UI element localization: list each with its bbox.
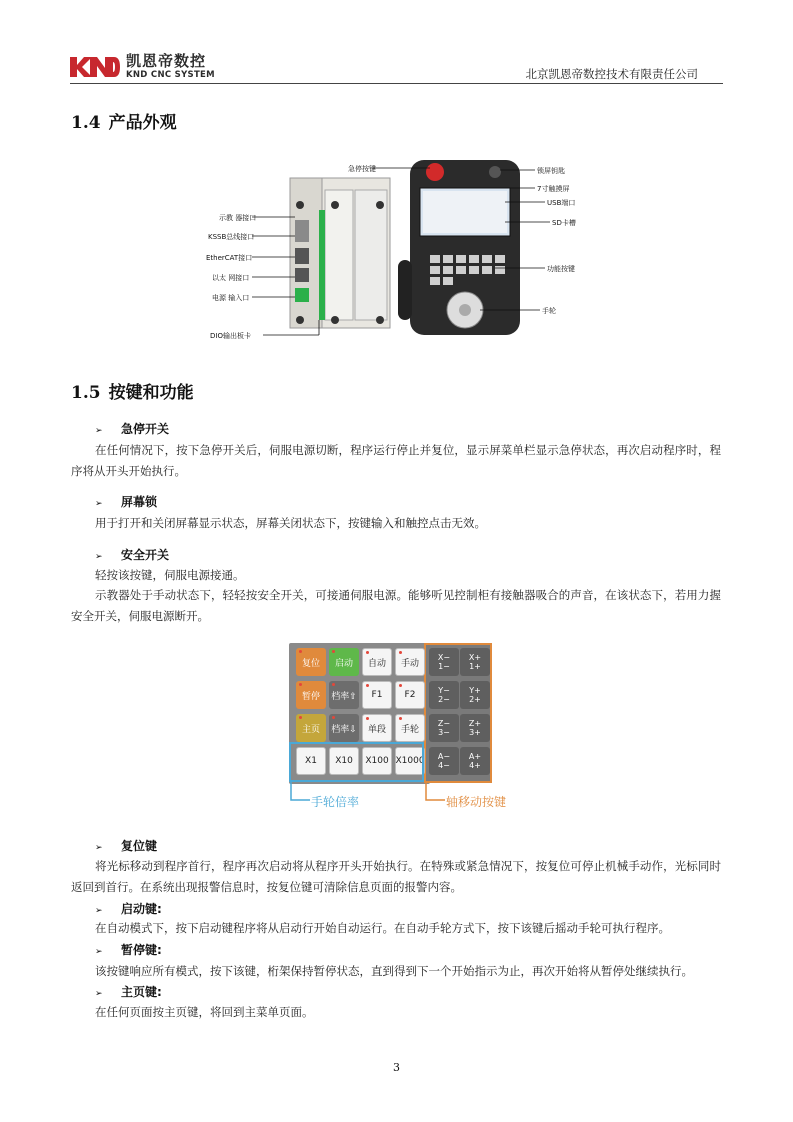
indicator-dot-icon [399,684,402,687]
logo-cn-text: 凯恩帝数控 [126,52,207,71]
callout-kssb-port: KSSB总线接口 [208,233,255,241]
key-0-2 [362,648,392,676]
bullet-heading-estop: ➢ 急停开关 [95,422,170,436]
indicator-dot-icon [332,683,335,686]
paragraph-reset: 将光标移动到程序首行，程序再次启动将从程序开头开始执行。在特殊或紧急情况下，按复位可停止机械手动作，光标同时返回到首行。在系统出现报警信息时，按复位键可清除信息页面的报警内容。 [71,859,721,894]
key-1-1 [329,681,359,709]
key-0-0 [296,648,326,676]
indicator-dot-icon [332,650,335,653]
key-0-3 [395,648,425,676]
key-label: 手轮 [400,724,419,735]
callout-power-port: 电源 输入口 [212,294,250,302]
bullet-heading-screen-lock: ➢ 屏幕锁 [95,495,158,509]
key-label: 复位 [301,658,320,669]
axis-key-label: 4+ [469,761,481,770]
axis-key-label: A− [437,752,451,761]
paragraph-safety-switch-2: 示教器处于手动状态下，轻轻按安全开关，可接通伺服电源。能够听见控制柜有接触器吸合的声音，在该状态下，若用力握安全开关，伺服电源断开。 [71,588,721,623]
indicator-dot-icon [366,651,369,654]
section-number: 1.4 [71,113,101,133]
axis-key-label: A+ [468,752,482,761]
bullet-heading-pause: ➢ 暂停键: [95,943,162,957]
bullet-heading-home: ➢ 主页键: [95,985,162,999]
callout-estop: 急停按键 [348,165,376,173]
axis-key-label: X+ [468,653,482,662]
company-name: 北京凯恩帝数控技术有限责任公司 [525,67,698,81]
callout-lock-key: 锁屏钥匙 [537,167,565,175]
callout-function-keys: 功能按键 [547,265,575,273]
section-number: 1.5 [71,383,101,403]
axis-key-1-1 [460,681,490,709]
section-title: 按键和功能 [108,383,194,403]
axis-key-0-1 [460,648,490,676]
key-2-3 [395,714,425,742]
axis-key-label: Y+ [469,686,481,695]
callout-usb: USB端口 [547,199,576,207]
key-label: 手动 [400,658,419,669]
axis-key-label: Z+ [468,719,482,728]
section-title: 产品外观 [108,113,177,133]
handwheel-rate-frame [289,742,424,782]
key-2-1 [329,714,359,742]
indicator-dot-icon [299,683,302,686]
axis-key-label: 1− [438,662,450,671]
callout-ethercat-port: EtherCAT接口 [206,254,253,262]
axis-key-label: 3− [438,728,450,737]
indicator-dot-icon [399,651,402,654]
paragraph-pause: 该按键响应所有模式，按下该键，桁架保持暂停状态，直到得到下一个开始指示为止，再次开始将从暂停处继续执行。 [95,964,693,978]
product-appearance-figure [205,160,605,345]
key-label: F2 [404,690,416,700]
axis-key-2-1 [460,714,490,742]
callout-handwheel: 手轮 [542,307,556,315]
key-label: 主页 [301,724,320,735]
arrow-bullet-icon: ➢ [95,499,103,509]
indicator-dot-icon [366,684,369,687]
section-heading-1-5 [71,378,194,403]
callout-dio-card: DIO输出板卡 [210,332,251,340]
key-1-2 [362,681,392,709]
arrow-bullet-icon: ➢ [95,906,103,916]
company-logo [70,52,215,82]
section-heading-1-4 [71,108,177,133]
indicator-dot-icon [366,717,369,720]
axis-key-label: Y− [438,686,450,695]
axis-key-label: Z− [437,719,451,728]
indicator-dot-icon [299,716,302,719]
paragraph-home: 在任何页面按主页键，将回到主菜单页面。 [95,1005,314,1019]
key-label: 自动 [367,658,386,669]
page-number: 3 [393,1061,400,1074]
key-2-0 [296,714,326,742]
key-0-1 [329,648,359,676]
logo-en-text: KND CNC SYSTEM [126,70,215,81]
axis-key-label: X− [437,653,451,662]
paragraph-screen-lock: 用于打开和关闭屏幕显示状态，屏幕关闭状态下，按键输入和触控点击无效。 [95,516,486,530]
axis-key-2-0 [429,714,459,742]
arrow-bullet-icon: ➢ [95,947,103,957]
key-label: 档率⇧ [331,691,357,702]
paragraph-safety-switch-1: 轻按该按键，伺服电源接通。 [95,568,245,582]
axis-key-label: 3+ [469,728,481,737]
axis-key-0-0 [429,648,459,676]
knd-logo-icon [70,55,120,79]
axis-key-1-0 [429,681,459,709]
callout-teach-port: 示教 器接口 [219,214,257,222]
key-label: X10 [335,756,353,766]
paragraph-start: 在自动模式下，按下启动键程序将从启动行开始自动运行。在自动手轮方式下，按下该键后摇动手轮可执行程序。 [95,921,670,935]
bullet-heading-safety-switch: ➢ 安全开关 [95,548,170,562]
header-divider [70,83,723,84]
key-label: X1 [305,756,317,766]
arrow-bullet-icon: ➢ [95,552,103,562]
key-label: 启动 [334,658,353,669]
arrow-bullet-icon: ➢ [95,426,103,436]
axis-key-label: 2− [438,695,450,704]
axis-key-label: 1+ [469,662,481,671]
callout-ethernet-port: 以太 网接口 [212,274,250,282]
callout-sd: SD卡槽 [552,219,576,227]
key-label: X1000 [395,756,425,766]
bullet-heading-reset: ➢ 复位键 [95,839,158,853]
bullet-heading-start: ➢ 启动键: [95,902,162,916]
key-label: 暂停 [301,691,320,702]
paragraph-estop: 在任何情况下，按下急停开关后，伺服电源切断，程序运行停止并复位，显示屏菜单栏显示急停状态，再次启动程序时，程序将从开头开始执行。 [71,443,721,478]
key-label: 档率⇩ [331,724,357,735]
key-label: F1 [371,690,383,700]
key-1-0 [296,681,326,709]
indicator-dot-icon [399,717,402,720]
key-1-3 [395,681,425,709]
axis-key-label: 2+ [469,695,481,704]
label-handwheel-rate: 手轮倍率 [311,795,360,809]
indicator-dot-icon [299,650,302,653]
axis-key-3-0 [429,747,459,775]
key-label: X100 [365,756,389,766]
arrow-bullet-icon: ➢ [95,843,103,853]
indicator-dot-icon [332,716,335,719]
arrow-bullet-icon: ➢ [95,989,103,999]
label-axis-keys: 轴移动按键 [446,795,507,809]
axis-key-label: 4− [438,761,450,770]
callout-touchscreen: 7寸触摸屏 [537,185,570,193]
axis-key-3-1 [460,747,490,775]
key-label: 单段 [367,724,386,735]
key-2-2 [362,714,392,742]
